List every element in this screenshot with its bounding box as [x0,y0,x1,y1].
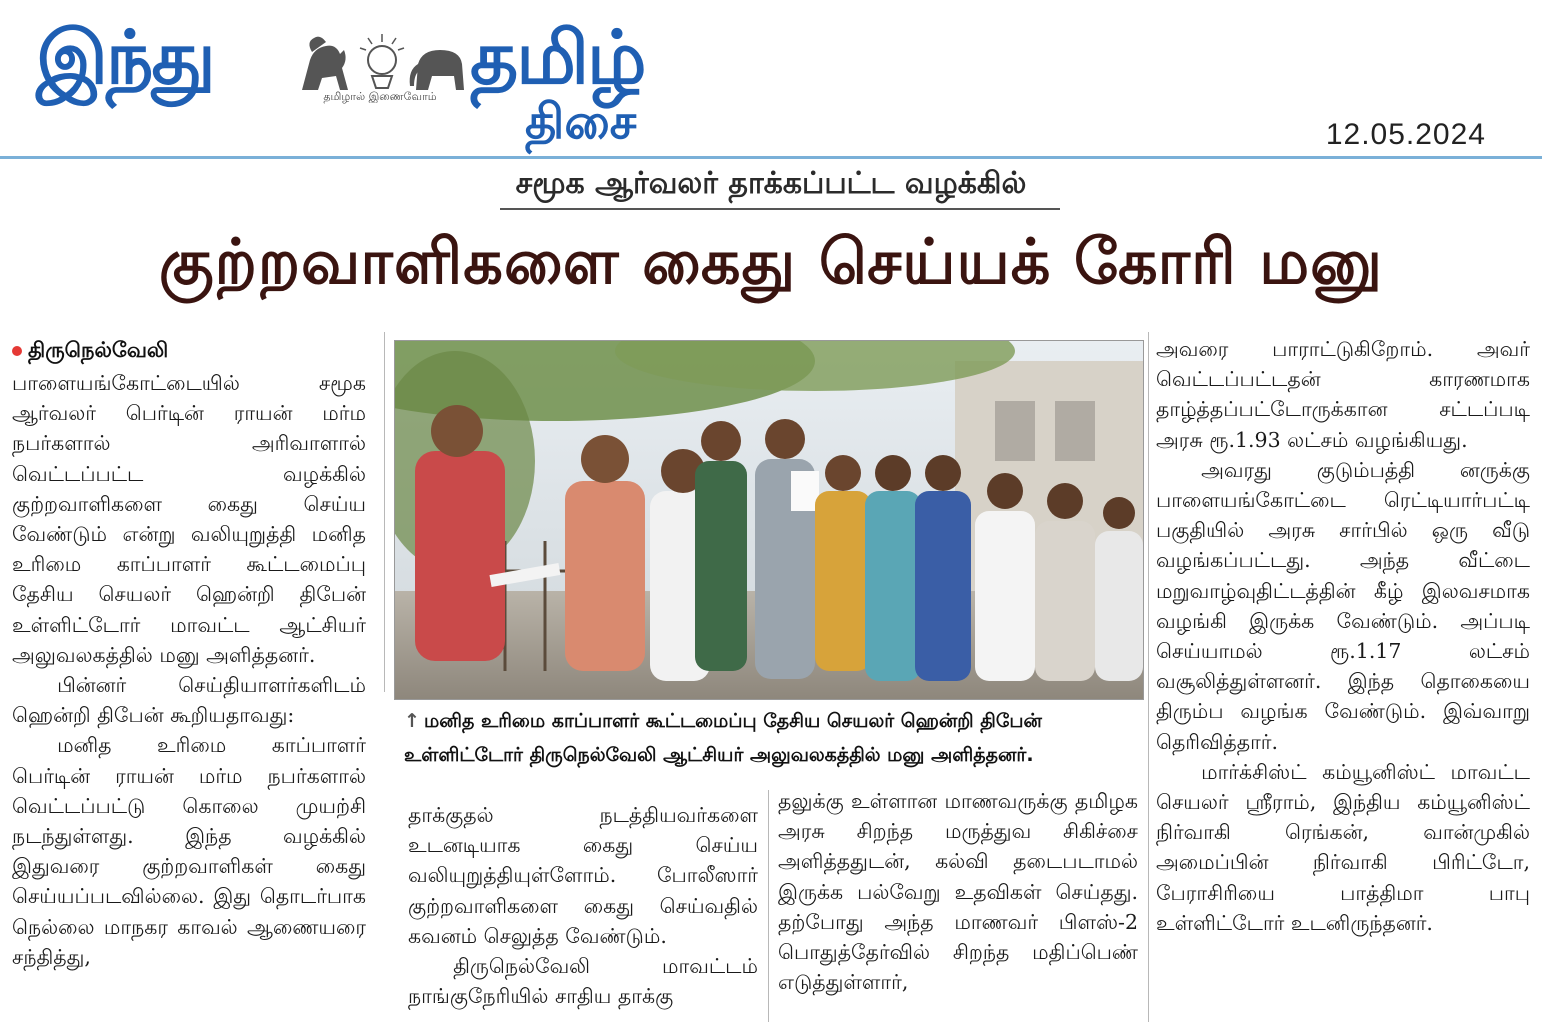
issue-date: 12.05.2024 [1325,118,1486,151]
masthead [0,0,1542,160]
brand-name-right: தமிழ் [470,15,645,101]
paragraph: தாக்குதல் நடத்தியவர்களை உடனடியாக கைது செய்ய வலியுறுத்தியுள்ளோம். போலீஸார் குற்றவாளிகளை கைது செய்வதில் கவனம் செலுத்த வேண்டும். [408,803,758,948]
arrow-up-icon: ↑ [404,710,420,732]
paragraph: அவரை பாராட்டுகிறோம். அவர் வெட்டப்பட்டதன் காரணமாக தாழ்த்தப்பட்டோருக்கான சட்டப்படி அரசு ரூ.1.93 லட்சம் வழங்கியது. [1156,337,1530,452]
dateline-text: திருநெல்வேலி [28,338,169,362]
article-column-2 [408,800,758,1011]
article-column-4 [1156,334,1530,938]
paragraph: திருநெல்வேலி மாவட்டம் நாங்குநேரியில் சாதிய தாக்கு [408,954,758,1009]
column-divider [384,332,385,692]
headline: குற்றவாளிகளை கைது செய்யக் கோரி மனு [158,225,1384,298]
kicker-text: சமூக ஆர்வலர் தாக்கப்பட்ட வழக்கில் [515,166,1027,201]
dateline [12,338,168,365]
masthead-divider [0,156,1542,159]
column-divider [1148,332,1149,1022]
brand-name-left: இந்து [36,15,214,101]
paragraph: மனித உரிமை காப்பாளர் பெர்டின் ராயன் மர்ம நபர்களால் வெட்டப்பட்டு கொலை முயற்சி நடந்துள்ளது. இந்த வழக்கில் இதுவரை குற்றவாளிகள் கைது செய்யப்படவில்லை. இது தொடர்பாக நெல்லை மாநகர காவல் ஆணையரை சந்தித்து, [12,733,366,969]
paragraph: அவரது குடும்பத்தி னருக்கு பாளையங்கோட்டை ரெட்டியார்பட்டி பகுதியில் அரசு சார்பில் ஒரு வீடு வழங்கப்பட்டது. அந்த வீட்டை மறுவாழ்வுதிட்டத்தின் கீழ் இலவசமாக வழங்கி இருக்க வேண்டும். அப்படி செய்யாமல் ரூ.1.17 லட்சம் வசூலித்துள்ளனர். இந்த தொகையை திரும்ப வழங்க வேண்டும். இவ்வாறு தெரிவித்தார். [1156,457,1530,754]
article-column-3 [778,786,1138,997]
photo-caption [404,704,1140,772]
caption-text: மனித உரிமை காப்பாளர் கூட்டமைப்பு தேசிய செயலர் ஹென்றி திபேன் உள்ளிட்டோர் திருநெல்வேலி ஆட்சியர் அலுவலகத்தில் மனு அளித்தனர். [404,710,1042,766]
group-photo-image [395,341,1143,699]
kicker-underline [500,208,1060,210]
paragraph: பின்னர் செய்தியாளர்களிடம் ஹென்றி திபேன் கூறியதாவது: [12,673,366,728]
paragraph: பாளையங்கோட்டையில் சமூக ஆர்வலர் பெர்டின் ராயன் மர்ம நபர்களால் அரிவாளால் வெட்டப்பட்ட வழக்கில் குற்றவாளிகளை கைது செய்ய வேண்டும் என்று வலியுறுத்தி மனித உரிமை காப்பாளர் கூட்டமைப்பு தேசிய செயலர் ஹென்றி திபேன் உள்ளிட்டோர் மாவட்ட ஆட்சியர் அலுவலகத்தில் மனு அளித்தனர். [12,371,366,667]
masthead-tagline: தமிழால் இணைவோம் [323,90,437,103]
column-divider [768,790,769,1022]
article-column-1 [12,368,366,972]
bullet-dot-icon [12,346,22,356]
paragraph: தலுக்கு உள்ளான மாணவருக்கு தமிழக அரசு சிறந்த மருத்துவ சிகிச்சை அளித்ததுடன், கல்வி தடைபடாமல் இருக்க பல்வேறு உதவிகள் செய்தது. தற்போது அந்த மாணவர் பிளஸ்-2 பொதுத்தேர்வில் சிறந்த மதிப்பெண் எடுத்துள்ளார், [778,789,1138,995]
news-photo [394,340,1144,700]
kicker-line [0,166,1542,211]
paragraph: மார்க்சிஸ்ட் கம்யூனிஸ்ட் மாவட்ட செயலர் ஸ்ரீராம், இந்திய கம்யூனிஸ்ட் நிர்வாகி ரெங்கன், வான்முகில் அமைப்பின் நிர்வாகி பிரிட்டோ, பேராசிரியை பாத்திமா பாபு உள்ளிட்டோர் உடனிருந்தனர். [1156,759,1530,935]
brand-name-sub: திசை [525,94,637,150]
